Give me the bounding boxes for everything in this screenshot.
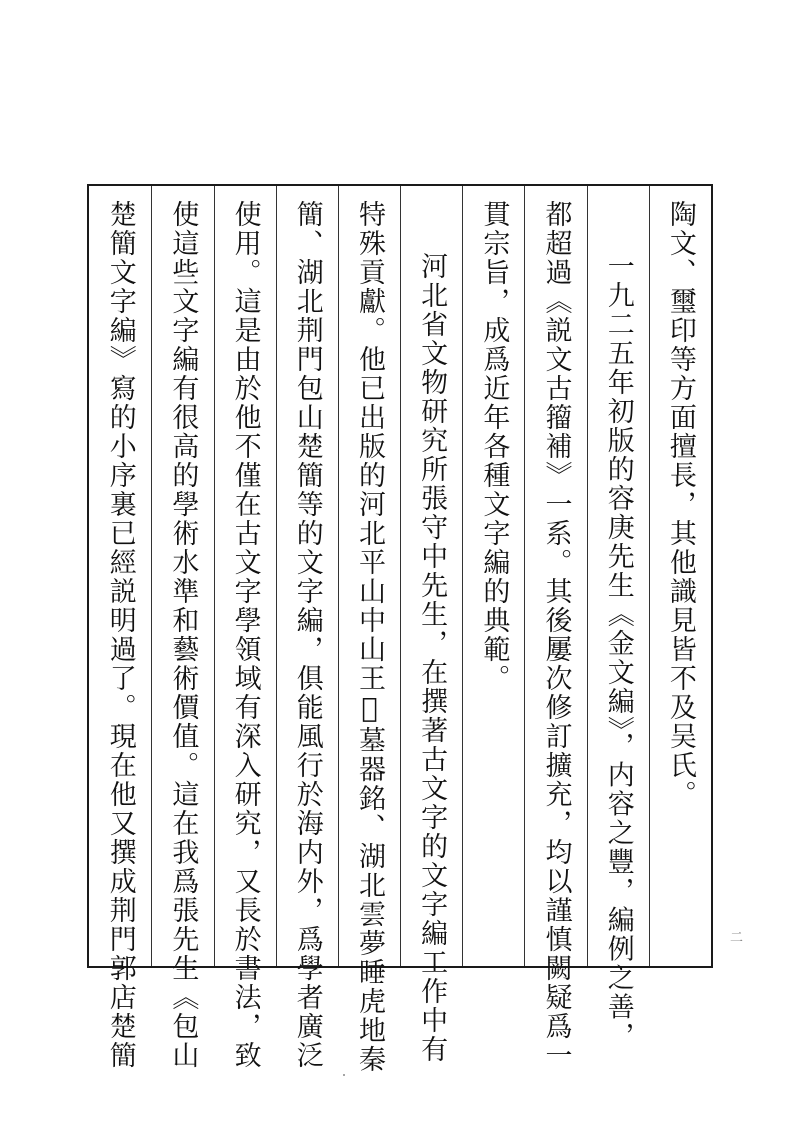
text-columns bbox=[89, 186, 711, 1074]
text-column-7 bbox=[276, 186, 338, 1070]
column-text-9: 使這些文字編有很高的學術水準和藝術價值。這在我爲張先生《包山 bbox=[167, 200, 199, 1070]
text-column-2 bbox=[587, 186, 649, 1051]
text-column-5 bbox=[400, 186, 462, 1064]
text-column-3 bbox=[524, 186, 586, 1070]
column-text-3: 都超過《説文古籀補》一系。其後屢次修訂擴充，均以謹慎闕疑爲一 bbox=[540, 200, 572, 1070]
column-text-10: 楚簡文字編》寫的小序裏已經説明過了。現在他又撰成荆門郭店楚簡 bbox=[104, 200, 136, 1070]
text-frame bbox=[87, 184, 713, 1074]
column-text-1: 陶文、璽印等方面擅長，其他識見皆不及吴氏。 bbox=[664, 200, 696, 809]
text-column-4 bbox=[462, 186, 524, 966]
column-text-6: 特殊貢獻。他已出版的河北平山中山王𠫑墓器銘、湖北雲夢睡虎地秦 bbox=[353, 200, 385, 1074]
column-text-2: 一九二五年初版的容庚先生《金文編》，内容之豐，編例之善， bbox=[602, 252, 634, 1051]
column-text-5: 河北省文物研究所張守中先生，在撰著古文字的文字編工作中有 bbox=[416, 252, 448, 1064]
scan-speck bbox=[343, 1074, 345, 1076]
column-text-7: 簡、湖北荆門包山楚簡等的文字編，俱能風行於海内外，爲學者廣泛 bbox=[291, 200, 323, 1070]
text-column-8 bbox=[214, 186, 276, 1070]
page-number: 二 bbox=[727, 930, 742, 943]
text-column-10 bbox=[89, 186, 151, 1070]
column-text-4: 貫宗旨，成爲近年各種文字編的典範。 bbox=[478, 200, 510, 693]
text-column-1 bbox=[649, 186, 711, 966]
text-column-9 bbox=[151, 186, 213, 1070]
text-column-6 bbox=[338, 186, 400, 1074]
column-text-8: 使用。這是由於他不僅在古文字學領域有深入研究，又長於書法，致 bbox=[229, 200, 261, 1070]
